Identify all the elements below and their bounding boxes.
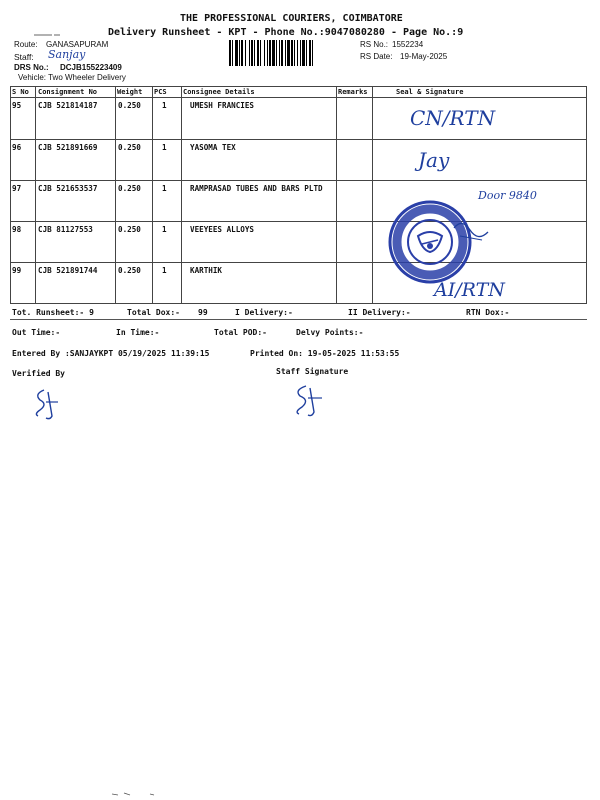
verifier-signature — [30, 386, 64, 422]
row-sno: 97 — [12, 184, 22, 193]
runsheet-table — [10, 86, 587, 304]
barcode-bar — [251, 40, 253, 66]
row-pcs: 1 — [162, 225, 167, 234]
barcode-bar — [260, 40, 261, 66]
staff-signature-label: Staff Signature — [276, 367, 349, 376]
barcode-bar — [254, 40, 255, 66]
barcode-bar — [306, 40, 307, 66]
barcode-bar — [245, 40, 246, 66]
barcode-bar — [235, 40, 238, 66]
i-delivery-label: I Delivery:- — [235, 308, 293, 317]
barcode-bar — [232, 40, 233, 66]
barcode-bar — [291, 40, 293, 66]
verified-by-label: Verified By — [12, 369, 65, 378]
signature-scribble — [452, 214, 492, 244]
barcode-bar — [249, 40, 250, 66]
header-weight: Weight — [117, 88, 143, 96]
row-consignment: CJB 521891669 — [38, 143, 98, 152]
route-label: Route: — [14, 40, 38, 49]
route-value: GANASAPURAM — [46, 40, 109, 49]
row-signature: CN/RTN — [410, 106, 496, 130]
barcode-bar — [300, 40, 301, 66]
rs-no-label: RS No.: — [360, 40, 389, 49]
table-rule — [10, 97, 587, 98]
table-rule — [10, 303, 587, 304]
total-dox-value: 99 — [198, 308, 208, 317]
staff-label: Staff: — [14, 52, 34, 62]
rs-no-value: 1552234 — [392, 40, 424, 49]
barcode-bar — [269, 40, 271, 66]
barcode-bar — [279, 40, 280, 66]
row-consignment: CJB 521814187 — [38, 101, 98, 110]
table-rule — [10, 221, 587, 222]
header-consignment: Consignment No — [38, 88, 98, 96]
row-consignment: CJB 81127553 — [38, 225, 93, 234]
row-weight: 0.250 — [118, 101, 141, 110]
row-signature: AI/RTN — [434, 279, 505, 301]
barcode-bar — [276, 40, 277, 66]
runsheet-subtitle: Delivery Runsheet - KPT - Phone No.:9047080280 - Page No.:9 — [108, 27, 464, 38]
row-pcs: 1 — [162, 101, 167, 110]
delvy-points-label: Delvy Points:- — [296, 328, 364, 337]
row-sno: 95 — [12, 101, 22, 110]
barcode-bar — [285, 40, 286, 66]
table-rule — [35, 86, 36, 304]
row-sno: 99 — [12, 266, 22, 275]
bottom-edge-marks — [110, 790, 230, 798]
row-consignee: YASOMA TEX — [190, 143, 236, 152]
row-consignee: UMESH FRANCIES — [190, 101, 255, 110]
table-rule — [115, 86, 116, 304]
rs-date-label: RS Date: — [360, 52, 393, 61]
table-rule — [10, 86, 587, 87]
table-rule — [586, 86, 587, 304]
barcode-bar — [294, 40, 295, 66]
row-weight: 0.250 — [118, 225, 141, 234]
row-sno: 98 — [12, 225, 22, 234]
tot-runsheet: Tot. Runsheet:- 9 — [12, 308, 94, 317]
row-signature: Door 9840 — [478, 189, 537, 202]
barcode-bar — [239, 40, 240, 66]
barcode-bar — [312, 40, 313, 66]
row-consignment: CJB 521653537 — [38, 184, 98, 193]
table-rule — [336, 86, 337, 304]
row-consignee: KARTHIK — [190, 266, 223, 275]
drs-label: DRS No.: — [14, 63, 49, 72]
barcode-bar — [287, 40, 290, 66]
barcode-bar — [281, 40, 283, 66]
total-pod-label: Total POD:- — [214, 328, 267, 337]
company-title: THE PROFESSIONAL COURIERS, COIMBATORE — [180, 13, 403, 24]
row-weight: 0.250 — [118, 143, 141, 152]
row-pcs: 1 — [162, 143, 167, 152]
barcode-bar — [267, 40, 268, 66]
staff-signature-mark — [290, 382, 326, 420]
barcode — [228, 40, 354, 66]
table-rule — [10, 180, 587, 181]
rs-date-value: 19-May-2025 — [400, 52, 448, 61]
total-dox-label: Total Dox:- — [127, 308, 180, 317]
row-pcs: 1 — [162, 266, 167, 275]
barcode-bar — [309, 40, 311, 66]
header-sno: S No — [12, 88, 29, 96]
header-consignee: Consignee Details — [183, 88, 255, 96]
printed-on: Printed On: 19-05-2025 11:53:55 — [250, 349, 400, 358]
out-time-label: Out Time:- — [12, 328, 61, 337]
drs-value: DCJB155223409 — [60, 63, 122, 72]
divider — [10, 319, 587, 320]
entered-by: Entered By :SANJAYKPT 05/19/2025 11:39:15 — [12, 349, 210, 358]
ii-delivery-label: II Delivery:- — [348, 308, 411, 317]
barcode-bar — [264, 40, 265, 66]
barcode-bar — [297, 40, 298, 66]
top-left-mark — [32, 32, 62, 38]
row-weight: 0.250 — [118, 184, 141, 193]
staff-handwritten-name: Sanjay — [48, 48, 86, 61]
in-time-label: In Time:- — [116, 328, 160, 337]
table-rule — [10, 86, 11, 304]
table-rule — [181, 86, 182, 304]
table-rule — [10, 262, 587, 263]
row-pcs: 1 — [162, 184, 167, 193]
table-rule — [152, 86, 153, 304]
header-pcs: PCS — [154, 88, 167, 96]
row-consignment: CJB 521891744 — [38, 266, 98, 275]
table-rule — [10, 139, 587, 140]
row-signature: Jay — [418, 148, 450, 172]
barcode-bar — [272, 40, 275, 66]
barcode-bar — [257, 40, 259, 66]
barcode-bar — [302, 40, 305, 66]
rtn-dox-label: RTN Dox:- — [466, 308, 510, 317]
table-rule — [372, 86, 373, 304]
row-sno: 96 — [12, 143, 22, 152]
header-remarks: Remarks — [338, 88, 368, 96]
barcode-bar — [229, 40, 231, 66]
header-seal-signature: Seal & Signature — [396, 88, 464, 96]
row-consignee: VEEYEES ALLOYS — [190, 225, 255, 234]
row-consignee: RAMPRASAD TUBES AND BARS PLTD — [190, 184, 323, 193]
row-weight: 0.250 — [118, 266, 141, 275]
vehicle-line: Vehicle: Two Wheeler Delivery — [18, 73, 126, 82]
barcode-bar — [241, 40, 243, 66]
